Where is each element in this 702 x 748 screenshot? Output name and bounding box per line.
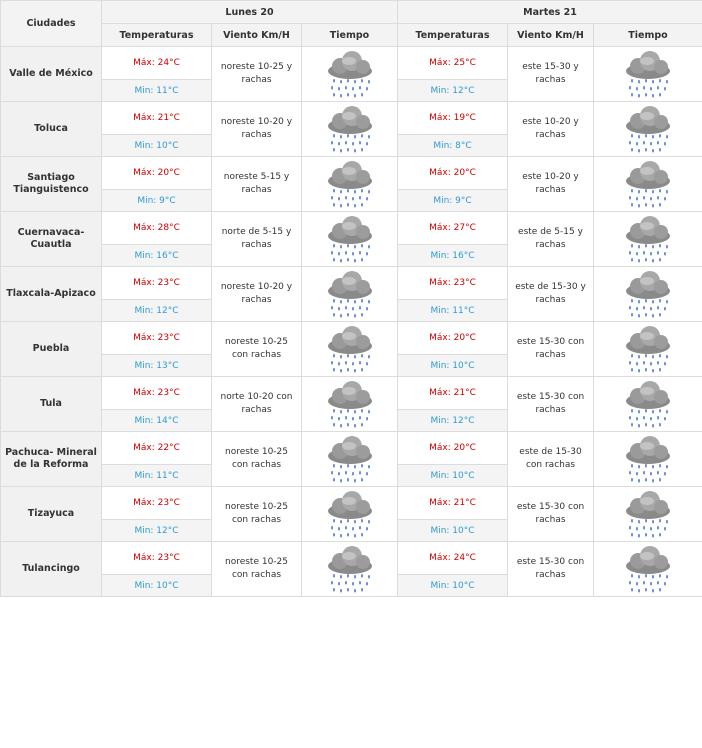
weather-cell (302, 157, 398, 212)
temp-max: Máx: 25°C (398, 47, 508, 80)
temp-min: Min: 12°C (102, 520, 212, 542)
temp-max: Máx: 23°C (102, 322, 212, 355)
city-name: Cuernavaca-Cuautla (1, 212, 102, 267)
temp-min: Min: 12°C (102, 300, 212, 322)
rain-cloud-icon (622, 49, 674, 99)
temp-min: Min: 16°C (398, 245, 508, 267)
table-row (1, 212, 702, 245)
temp-max: Máx: 21°C (398, 377, 508, 410)
city-name: Valle de México (1, 47, 102, 102)
temp-max: Máx: 27°C (398, 212, 508, 245)
temp-min: Min: 10°C (398, 355, 508, 377)
temp-min: Min: 12°C (398, 80, 508, 102)
rain-cloud-icon (324, 104, 376, 154)
rain-cloud-icon (324, 269, 376, 319)
rain-cloud-icon (622, 544, 674, 594)
day-2-temperatures-header: Temperaturas (398, 24, 508, 47)
temp-max: Máx: 20°C (398, 432, 508, 465)
rain-cloud-icon (324, 489, 376, 539)
weather-cell (594, 542, 702, 597)
rain-cloud-icon (622, 324, 674, 374)
table-row (1, 377, 702, 410)
wind-info: noreste 10-25 con rachas (212, 487, 302, 542)
temp-max: Máx: 23°C (102, 267, 212, 300)
city-name: Tulancingo (1, 542, 102, 597)
wind-info: noreste 10-25 con rachas (212, 542, 302, 597)
rain-cloud-icon (324, 434, 376, 484)
temp-max: Máx: 22°C (102, 432, 212, 465)
cities-column-header: Ciudades (1, 1, 102, 47)
wind-info: este 10-20 y rachas (508, 157, 594, 212)
city-name: Tlaxcala-Apizaco (1, 267, 102, 322)
temp-max: Máx: 23°C (102, 377, 212, 410)
temp-max: Máx: 24°C (398, 542, 508, 575)
city-name: Puebla (1, 322, 102, 377)
weather-cell (594, 212, 702, 267)
wind-info: noreste 10-25 con rachas (212, 322, 302, 377)
temp-max: Máx: 19°C (398, 102, 508, 135)
wind-info: norte 10-20 con rachas (212, 377, 302, 432)
temp-min: Min: 10°C (398, 465, 508, 487)
temp-min: Min: 10°C (102, 575, 212, 597)
temp-min: Min: 8°C (398, 135, 508, 157)
temp-min: Min: 10°C (398, 520, 508, 542)
wind-info: este 15-30 con rachas (508, 542, 594, 597)
day-1-weather-header: Tiempo (302, 24, 398, 47)
weather-cell (302, 432, 398, 487)
temp-max: Máx: 23°C (102, 542, 212, 575)
temp-max: Máx: 21°C (102, 102, 212, 135)
weather-cell (302, 322, 398, 377)
rain-cloud-icon (622, 269, 674, 319)
table-row (1, 157, 702, 190)
rain-cloud-icon (622, 104, 674, 154)
weather-cell (302, 377, 398, 432)
rain-cloud-icon (324, 544, 376, 594)
wind-info: este de 5-15 y rachas (508, 212, 594, 267)
weather-cell (594, 47, 702, 102)
weather-cell (302, 212, 398, 267)
temp-min: Min: 13°C (102, 355, 212, 377)
table-row (1, 267, 702, 300)
weather-cell (302, 102, 398, 157)
rain-cloud-icon (622, 159, 674, 209)
wind-info: este de 15-30 y rachas (508, 267, 594, 322)
temp-min: Min: 10°C (398, 575, 508, 597)
wind-info: este 15-30 y rachas (508, 47, 594, 102)
temp-min: Min: 9°C (102, 190, 212, 212)
table-row (1, 47, 702, 80)
temp-max: Máx: 23°C (398, 267, 508, 300)
wind-info: noreste 10-20 y rachas (212, 102, 302, 157)
rain-cloud-icon (324, 49, 376, 99)
weather-cell (594, 267, 702, 322)
wind-info: noreste 10-25 con rachas (212, 432, 302, 487)
city-name: Tula (1, 377, 102, 432)
temp-min: Min: 12°C (398, 410, 508, 432)
table-row (1, 487, 702, 520)
rain-cloud-icon (622, 489, 674, 539)
temp-max: Máx: 21°C (398, 487, 508, 520)
temp-max: Máx: 20°C (398, 322, 508, 355)
city-name: Pachuca- Mineral de la Reforma (1, 432, 102, 487)
weather-cell (594, 157, 702, 212)
rain-cloud-icon (324, 214, 376, 264)
city-name: Tizayuca (1, 487, 102, 542)
wind-info: noreste 10-25 y rachas (212, 47, 302, 102)
wind-info: este 10-20 y rachas (508, 102, 594, 157)
weather-cell (594, 322, 702, 377)
temp-min: Min: 11°C (102, 465, 212, 487)
wind-info: este 15-30 con rachas (508, 377, 594, 432)
wind-info: este 15-30 con rachas (508, 322, 594, 377)
weather-cell (594, 432, 702, 487)
city-name: Santiago Tianguistenco (1, 157, 102, 212)
weather-cell (302, 487, 398, 542)
city-name: Toluca (1, 102, 102, 157)
temp-min: Min: 9°C (398, 190, 508, 212)
day-2-header: Martes 21 (398, 1, 702, 24)
temp-max: Máx: 20°C (398, 157, 508, 190)
table-row (1, 322, 702, 355)
day-2-wind-header: Viento Km/H (508, 24, 594, 47)
day-1-temperatures-header: Temperaturas (102, 24, 212, 47)
day-2-weather-header: Tiempo (594, 24, 702, 47)
weather-cell (594, 487, 702, 542)
table-row (1, 102, 702, 135)
weather-cell (302, 267, 398, 322)
temp-min: Min: 11°C (102, 80, 212, 102)
temp-min: Min: 16°C (102, 245, 212, 267)
temp-min: Min: 10°C (102, 135, 212, 157)
temp-max: Máx: 23°C (102, 487, 212, 520)
rain-cloud-icon (324, 159, 376, 209)
wind-info: norte de 5-15 y rachas (212, 212, 302, 267)
rain-cloud-icon (622, 434, 674, 484)
wind-info: este 15-30 con rachas (508, 487, 594, 542)
rain-cloud-icon (622, 214, 674, 264)
temp-max: Máx: 24°C (102, 47, 212, 80)
weather-cell (302, 47, 398, 102)
rain-cloud-icon (324, 379, 376, 429)
temp-min: Min: 11°C (398, 300, 508, 322)
temp-max: Máx: 28°C (102, 212, 212, 245)
wind-info: este de 15-30 con rachas (508, 432, 594, 487)
day-1-header: Lunes 20 (102, 1, 398, 24)
rain-cloud-icon (622, 379, 674, 429)
header-row-days (1, 1, 702, 24)
weather-cell (302, 542, 398, 597)
temp-min: Min: 14°C (102, 410, 212, 432)
header-row-sublabels (1, 24, 702, 47)
table-row (1, 432, 702, 465)
rain-cloud-icon (324, 324, 376, 374)
table-row (1, 542, 702, 575)
weather-cell (594, 102, 702, 157)
wind-info: noreste 10-20 y rachas (212, 267, 302, 322)
weather-cell (594, 377, 702, 432)
temp-max: Máx: 20°C (102, 157, 212, 190)
day-1-wind-header: Viento Km/H (212, 24, 302, 47)
wind-info: noreste 5-15 y rachas (212, 157, 302, 212)
